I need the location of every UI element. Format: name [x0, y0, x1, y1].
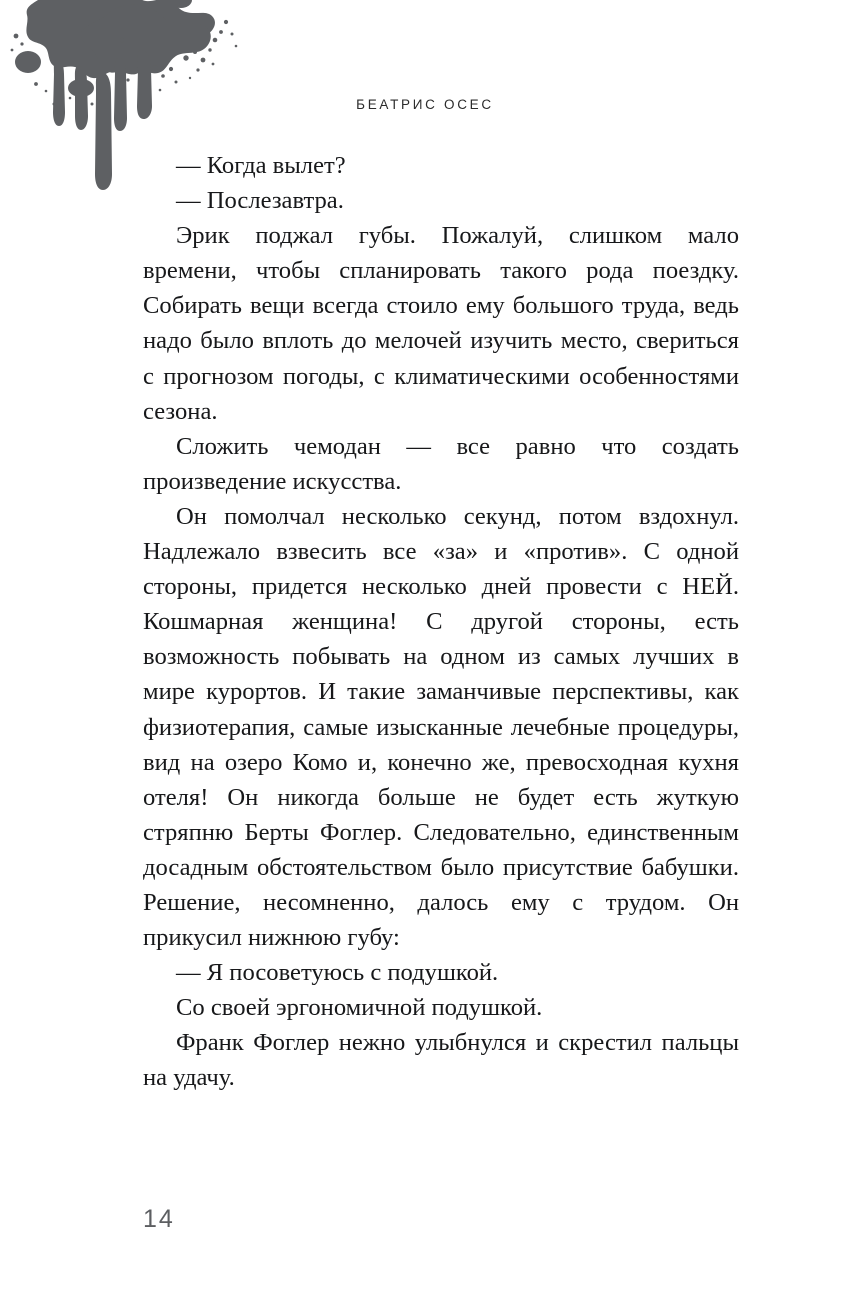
paragraph: Эрик поджал губы. Пожалуй, слишком мало времени, чтобы спланировать такого рода поездку. Собирать вещи всегда стоило ему большого труда, ведь надо было вплоть до мелочей изучить место, свериться с прогнозом погоды, с климатическими особенностями сезона. [143, 222, 739, 425]
page-number: 14 [143, 1205, 175, 1233]
paragraph: Со своей эргономичной подушкой. [176, 994, 543, 1022]
running-head: БЕАТРИС ОСЕС [356, 97, 494, 112]
paragraph: — Послезавтра. [176, 187, 344, 215]
paragraph: Сложить чемодан — все равно что создать произведение искусства. [143, 432, 739, 495]
paragraph: — Когда вылет? [176, 152, 346, 179]
paragraph: Он помолчал несколько секунд, потом вздохнул. Надлежало взвесить все «за» и «против». С одной стороны, придется несколько дней провести с НЕЙ. Кошмарная женщина! С другой стороны, есть возможность побывать на одном из самых лучших в мире курортов. И такие заманчивые перспективы, как физиотерапия, самые изысканные лечебные процедуры, вид на озеро Комо и, конечно же, превосходная кухня отеля! Он никогда больше не будет есть жуткую стряпню Берты Фоглер. Следовательно, единственным досадным обстоятельством было присутствие бабушки. Решение, несомненно, далось ему с трудом. Он прикусил нижнюю губу: [143, 502, 739, 952]
paragraph: — Я посоветуюсь с подушкой. [176, 959, 499, 987]
paragraph: Франк Фоглер нежно улыбнулся и скрестил пальцы на удачу. [143, 1029, 739, 1092]
body-text [143, 148, 739, 1096]
